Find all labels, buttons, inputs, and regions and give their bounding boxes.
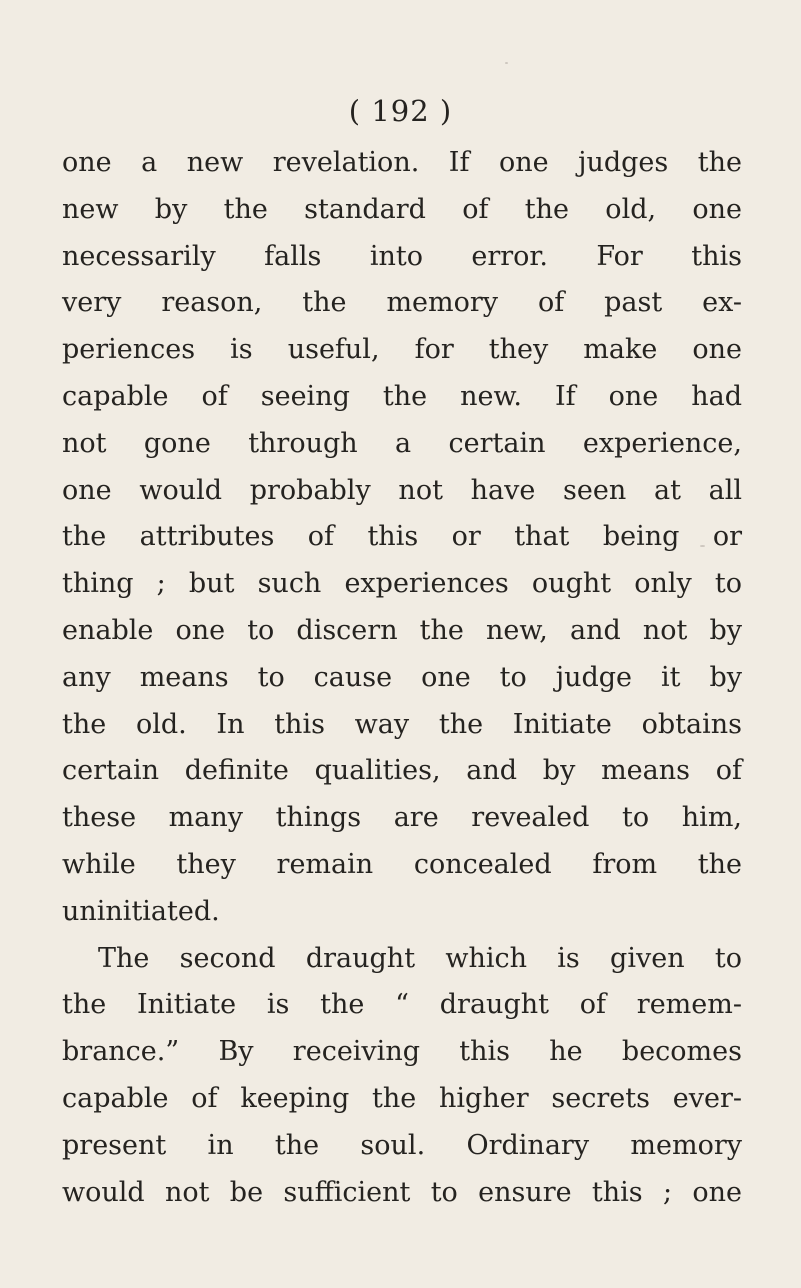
text-line: very reason, the memory of past ex- bbox=[62, 287, 742, 319]
text-line: the Initiate is the “ draught of remem- bbox=[62, 989, 742, 1021]
text-line-paragraph-end: uninitiated. bbox=[62, 895, 220, 927]
text-line: thing ; but such experiences ought only to bbox=[62, 568, 742, 600]
text-line: capable of seeing the new. If one had bbox=[62, 380, 742, 412]
text-line: enable one to discern the new, and not by bbox=[62, 614, 742, 646]
text-line: brance.” By receiving this he becomes bbox=[62, 1036, 742, 1068]
paper-speck bbox=[700, 545, 705, 547]
text-line: these many things are revealed to him, bbox=[62, 802, 742, 834]
text-line: any means to cause one to judge it by bbox=[62, 661, 742, 693]
text-line: while they remain concealed from the bbox=[62, 848, 742, 880]
text-line: new by the standard of the old, one bbox=[62, 193, 742, 225]
text-line: would not be sufficient to ensure this ; one bbox=[62, 1176, 742, 1208]
paper-speck bbox=[505, 62, 508, 64]
text-line: the attributes of this or that being or bbox=[62, 521, 742, 553]
text-line-paragraph-start: The second draught which is given to bbox=[98, 942, 742, 974]
text-line: the old. In this way the Initiate obtains bbox=[62, 708, 742, 740]
text-line: necessarily falls into error. For this bbox=[62, 240, 742, 272]
text-line: periences is useful, for they make one bbox=[62, 334, 742, 366]
body-text bbox=[62, 140, 742, 1216]
text-line: capable of keeping the higher secrets ever- bbox=[62, 1082, 742, 1114]
text-line: one a new revelation. If one judges the bbox=[62, 147, 742, 178]
page-number: ( 192 ) bbox=[348, 94, 453, 128]
text-line: certain definite qualities, and by means of bbox=[62, 755, 742, 787]
text-line: present in the soul. Ordinary memory bbox=[62, 1129, 742, 1161]
text-line: not gone through a certain experience, bbox=[62, 427, 742, 459]
text-line: one would probably not have seen at all bbox=[62, 474, 742, 506]
